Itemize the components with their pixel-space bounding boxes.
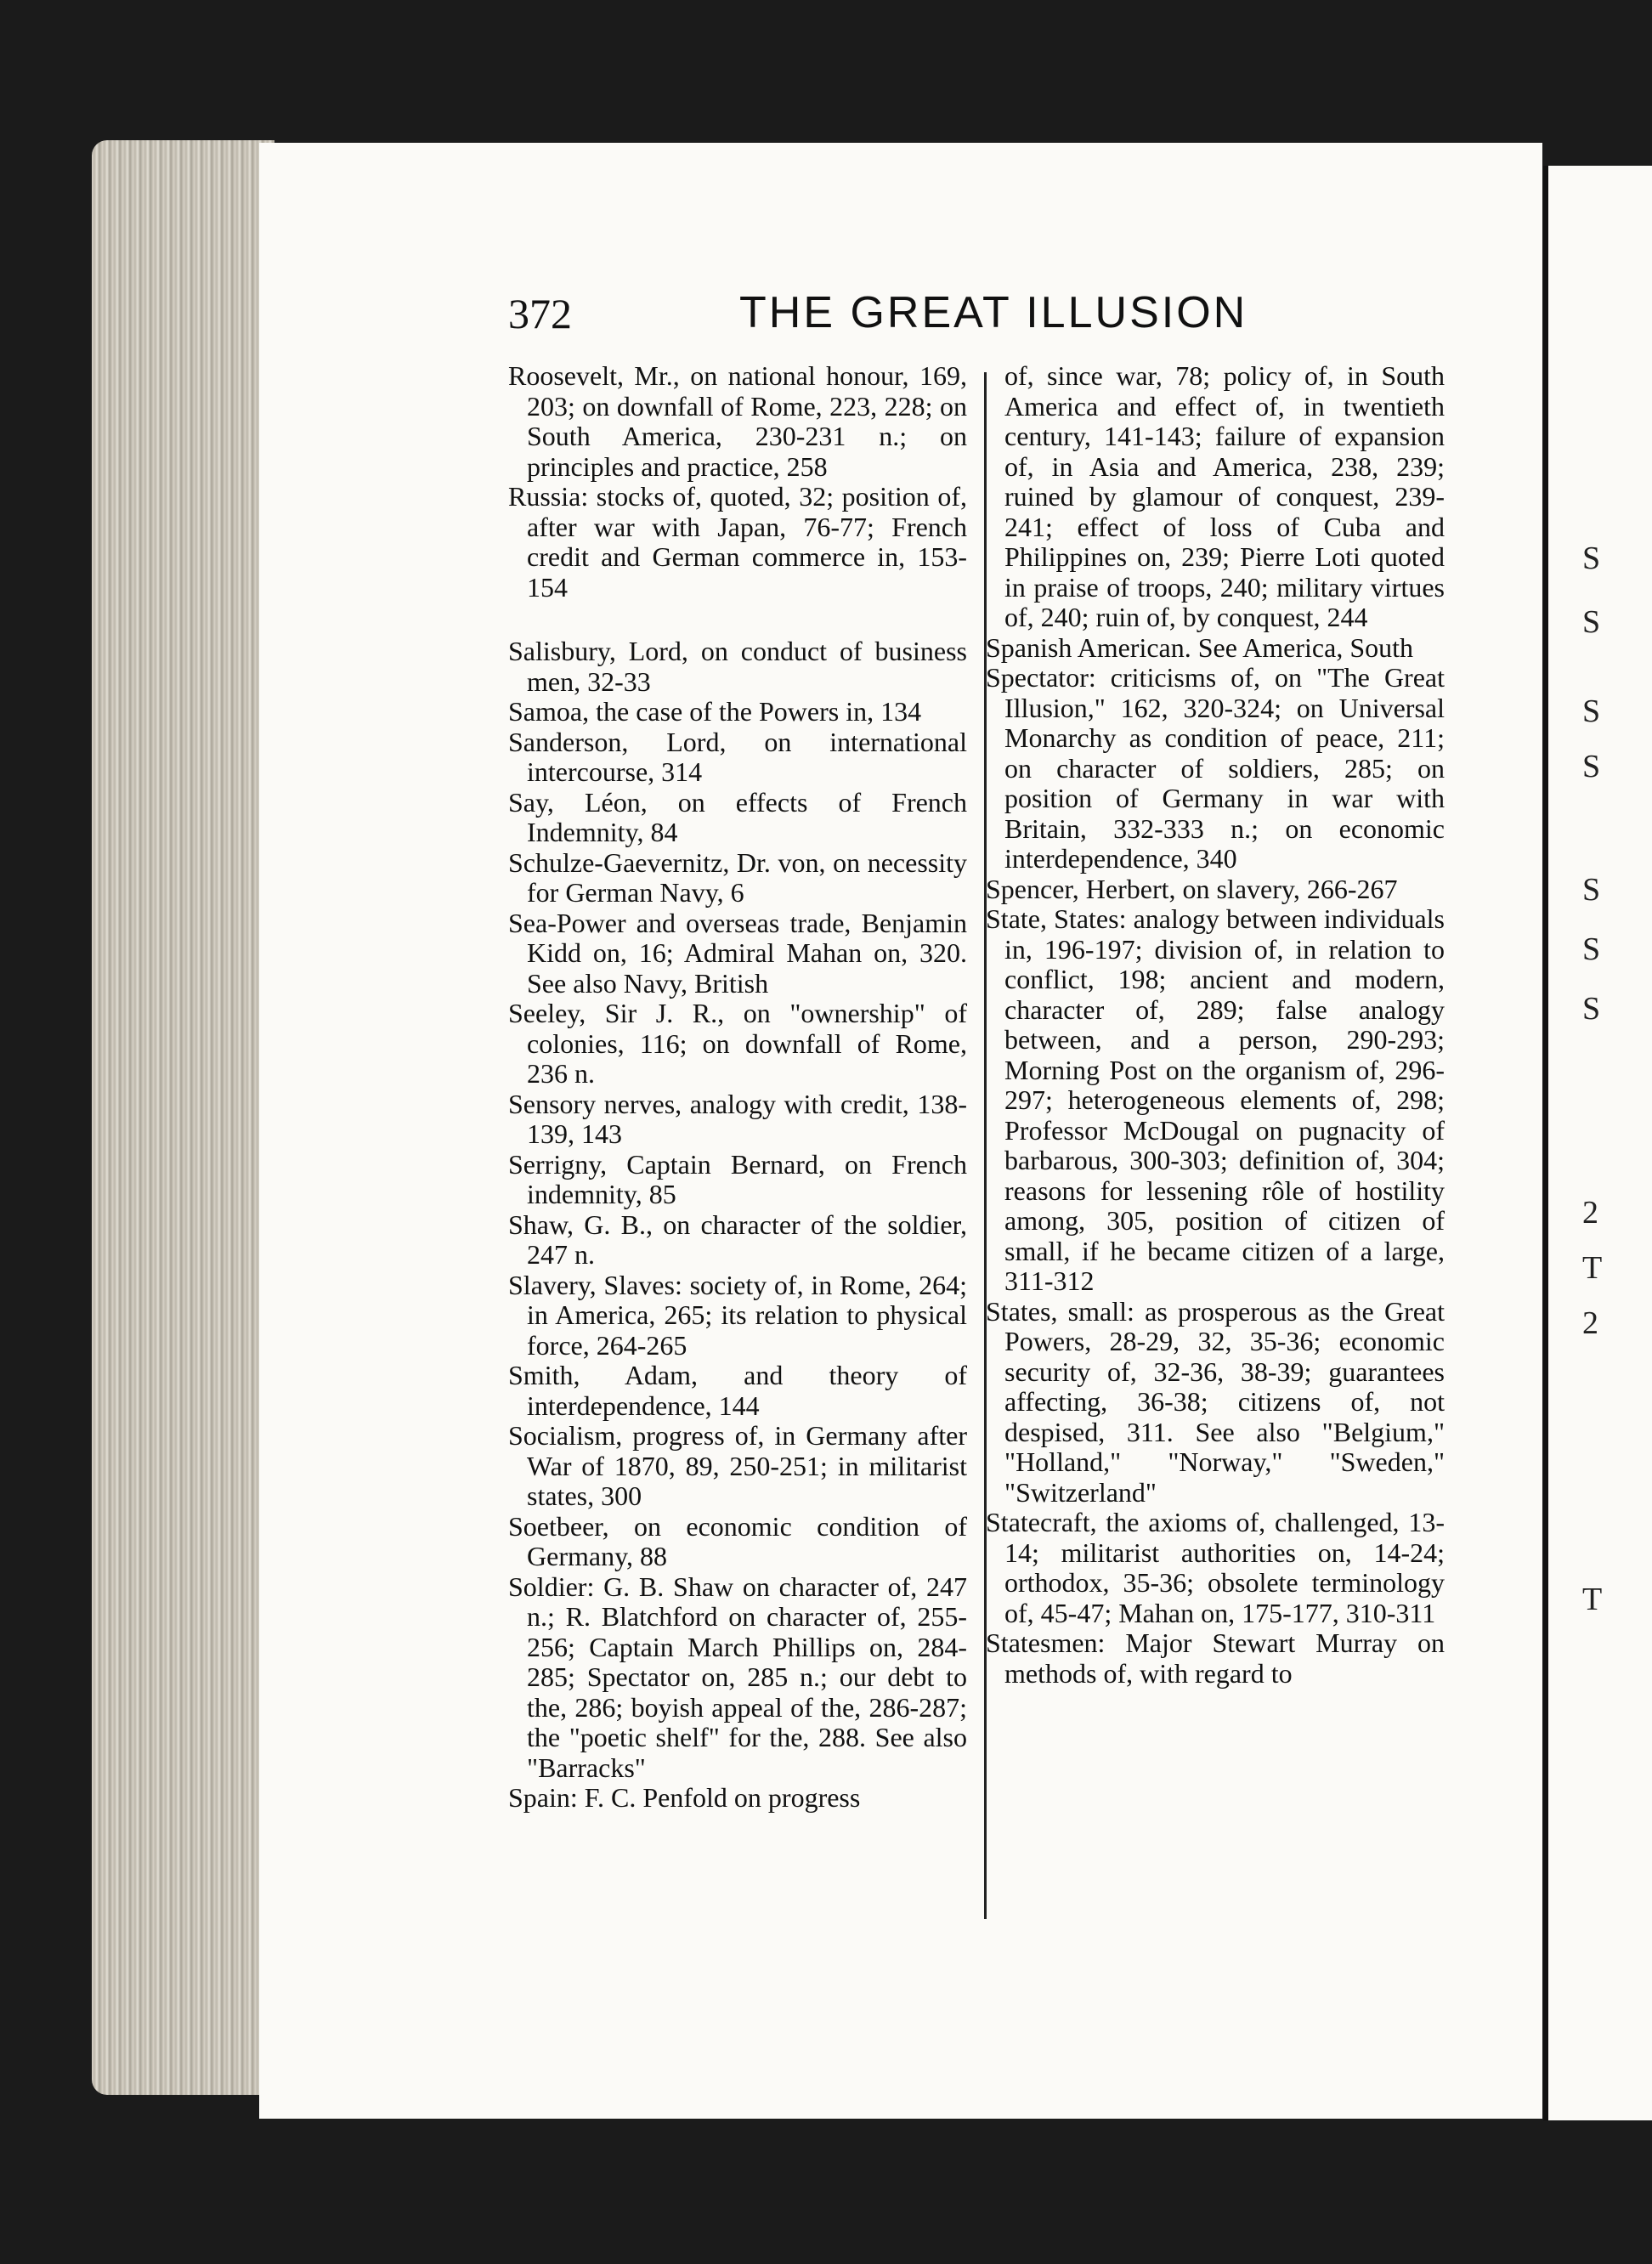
index-entry: Roosevelt, Mr., on national honour, 169, 203; on downfall of Rome, 223, 228; on South America, 230-231 n.; on principles and practice, 258 — [508, 360, 967, 482]
index-entry: Sea-Power and overseas trade, Benjamin Kidd on, 16; Admiral Mahan on, 320. See also Navy, British — [508, 907, 967, 999]
index-entry-continued: of, since war, 78; policy of, in South America and effect of, in twentieth century, 141-143; failure of expansion of, in Asia and America, 238, 239; ruined by glamour of conquest, 239-241; effect of loss of Cuba and Philippines on, 239; Pierre Loti quoted in praise of troops, 240; military virtues of, 240; ruin of, by conquest, 244 — [1004, 360, 1445, 632]
index-entry: State, States: analogy between individuals in, 196-197; division of, in relation to conflict, 198; ancient and modern, character of, 289; false analogy between, and a person, 290-293; Morning Post on the organism of, 296-297; heterogeneous elements of, 298; Professor McDougal on pugnacity of barbarous, 300-303; definition of, 304; reasons for lessening rôle of hostility among, 305, position of citizen of small, if he became citizen of a large, 311-312 — [986, 903, 1445, 1296]
index-entry: Schulze-Gaevernitz, Dr. von, on necessity for German Navy, 6 — [508, 846, 967, 908]
index-entry: Sanderson, Lord, on international intercourse, 314 — [508, 726, 967, 787]
facing-page-fragment: S — [1582, 693, 1601, 729]
facing-page-fragment: S — [1582, 991, 1601, 1027]
facing-page-fragment: S — [1582, 604, 1601, 640]
facing-page-fragment: T — [1582, 1250, 1603, 1286]
facing-page-fragment: S — [1582, 541, 1601, 576]
index-entry: Seeley, Sir J. R., on "ownership" of colonies, 116; on downfall of Rome, 236 n. — [508, 998, 967, 1089]
index-entry: Salisbury, Lord, on conduct of business men, 32-33 — [508, 636, 967, 697]
index-entry: Socialism, progress of, in Germany after War of 1870, 89, 250-251; in militarist states, 300 — [508, 1420, 967, 1511]
index-entry: States, small: as prosperous as the Great Powers, 28-29, 32, 35-36; economic security of, 32-36, 38-39; guarantees affecting, 36-38; citizens of, not despised, 311. See also "Belgium," "Holland," "Norway," "Sweden," "Switzerland" — [986, 1295, 1445, 1508]
index-entry: Soetbeer, on economic condition of Germany, 88 — [508, 1510, 967, 1571]
facing-page-fragment: S — [1582, 872, 1601, 908]
index-entry: Say, Léon, on effects of French Indemnity, 84 — [508, 786, 967, 847]
index-entry: Smith, Adam, and theory of interdependence, 144 — [508, 1360, 967, 1421]
index-entry: Spain: F. C. Penfold on progress — [508, 1782, 861, 1813]
facing-page — [1543, 166, 1652, 2120]
index-entry: Sensory nerves, analogy with credit, 138-139, 143 — [508, 1088, 967, 1149]
index-entry: Spectator: criticisms of, on "The Great Illusion," 162, 320-324; on Universal Monarchy as condition of peace, 211; on character of soldiers, 285; on position of Germany in war with Britain, 332-333 n.; on economic interdependence, 340 — [986, 662, 1445, 874]
index-entry: Spanish American. See America, South — [986, 631, 1414, 663]
index-column-left — [508, 361, 967, 1814]
section-gap — [508, 603, 967, 637]
facing-page-fragment: S — [1582, 749, 1601, 784]
index-entry: Russia: stocks of, quoted, 32; position of, after war with Japan, 76-77; French credit and German commerce in, 153-154 — [508, 481, 967, 603]
facing-page-fragment: T — [1582, 1582, 1603, 1617]
index-column-right — [986, 361, 1445, 1689]
page-edges — [92, 140, 274, 2095]
index-entry: Samoa, the case of the Powers in, 134 — [508, 696, 922, 727]
running-title: THE GREAT ILLUSION — [739, 288, 1248, 337]
index-entry: Spencer, Herbert, on slavery, 266-267 — [986, 873, 1398, 904]
index-entry: Shaw, G. B., on character of the soldier, 247 n. — [508, 1208, 967, 1270]
page-number: 372 — [508, 290, 572, 337]
index-entry: Statesmen: Major Stewart Murray on methods of, with regard to — [986, 1627, 1445, 1689]
index-entry: Soldier: G. B. Shaw on character of, 247 n.; R. Blatchford on character of, 255-256; Captain March Phillips on, 284-285; Spectator on, 285 n.; our debt to the, 286; boyish appeal of the, 286-287; the "poetic shelf" for the, 288. See also "Barracks" — [508, 1571, 967, 1783]
index-entry: Statecraft, the axioms of, challenged, 13-14; militarist authorities on, 14-24; orthodox, 35-36; obsolete terminology of, 45-47; Mahan on, 175-177, 310-311 — [986, 1507, 1445, 1628]
index-entry: Serrigny, Captain Bernard, on French indemnity, 85 — [508, 1148, 967, 1209]
facing-page-fragment: S — [1582, 931, 1601, 967]
facing-page-fragment: 2 — [1582, 1305, 1598, 1341]
facing-page-fragment: 2 — [1582, 1195, 1598, 1231]
index-entry: Slavery, Slaves: society of, in Rome, 264; in America, 265; its relation to physical force, 264-265 — [508, 1269, 967, 1361]
